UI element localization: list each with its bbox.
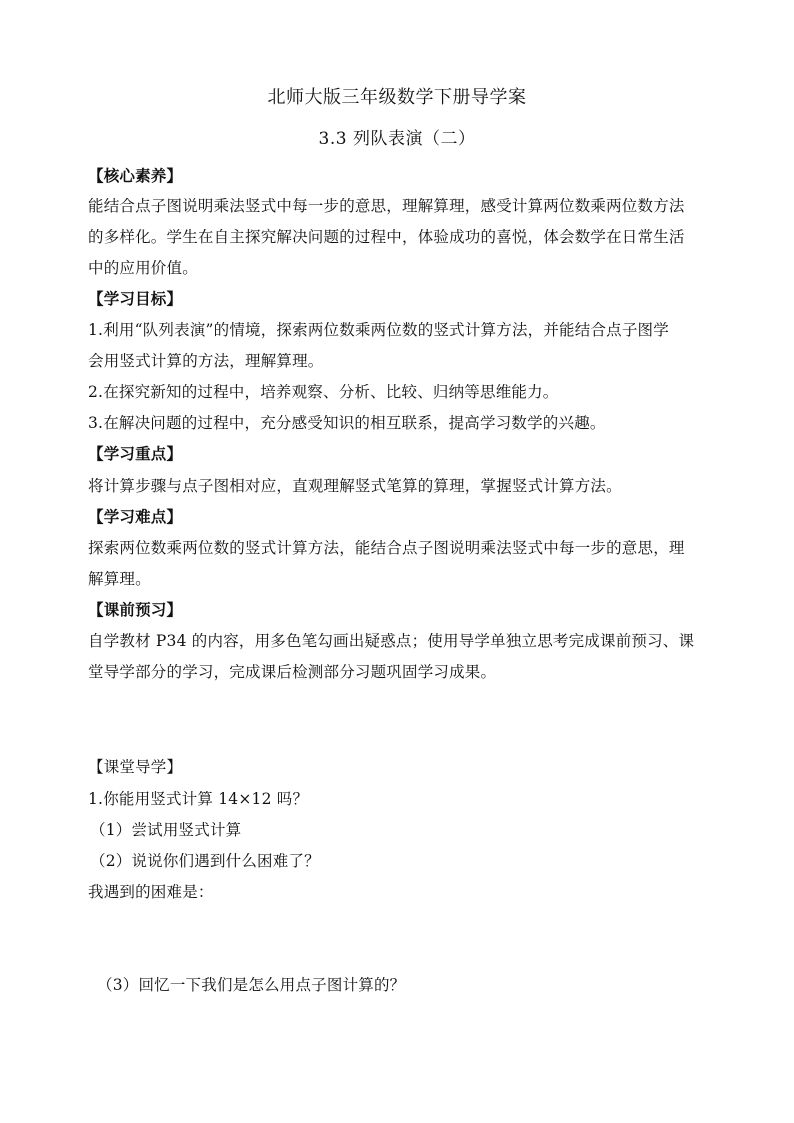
preview-heading: 【课前预习】 bbox=[88, 600, 183, 619]
core-line: 的多样化。学生在自主探究解决问题的过程中，体验成功的喜悦，体会数学在日常生活 bbox=[88, 228, 685, 246]
key-heading: 【学习重点】 bbox=[88, 444, 183, 463]
goals-line: 会用竖式计算的方法，理解算理。 bbox=[88, 352, 324, 370]
goals-line: 3.在解决问题的过程中，充分感受知识的相互联系，提高学习数学的兴趣。 bbox=[88, 414, 606, 432]
difficult-heading: 【学习难点】 bbox=[88, 507, 183, 526]
document-title: 北师大版三年级数学下册导学案 bbox=[267, 87, 527, 108]
core-heading: 【核心素养】 bbox=[88, 166, 183, 185]
goals-line: 2.在探究新知的过程中，培养观察、分析、比较、归纳等思维能力。 bbox=[88, 383, 559, 401]
difficulty-prompt: 我遇到的困难是： bbox=[88, 883, 214, 901]
difficult-line: 探索两位数乘两位数的竖式计算方法，能结合点子图说明乘法竖式中每一步的意思，理 bbox=[88, 539, 685, 557]
goals-heading: 【学习目标】 bbox=[88, 289, 183, 308]
core-line: 能结合点子图说明乘法竖式中每一步的意思，理解算理，感受计算两位数乘两位数方法 bbox=[88, 197, 685, 215]
core-line: 中的应用价值。 bbox=[88, 259, 198, 277]
question-1a: （1）尝试用竖式计算 bbox=[90, 821, 242, 839]
preview-line: 堂导学部分的学习，完成课后检测部分习题巩固学习成果。 bbox=[88, 663, 497, 681]
goals-line: 1.利用“队列表演”的情境，探索两位数乘两位数的竖式计算方法，并能结合点子图学 bbox=[88, 321, 669, 339]
lesson-subtitle: 3.3 列队表演（二） bbox=[318, 129, 476, 149]
preview-line: 自学教材 P34 的内容，用多色笔勾画出疑惑点；使用导学单独立思考完成课前预习、课 bbox=[88, 632, 695, 650]
question-1b: （2）说说你们遇到什么困难了？ bbox=[90, 852, 320, 870]
question-1c: （3）回忆一下我们是怎么用点子图计算的？ bbox=[97, 976, 406, 994]
key-line: 将计算步骤与点子图相对应，直观理解竖式笔算的算理，掌握竖式计算方法。 bbox=[88, 477, 622, 495]
difficult-line: 解算理。 bbox=[88, 570, 151, 588]
guide-heading: 【课堂导学】 bbox=[88, 758, 183, 776]
question-1: 1.你能用竖式计算 14×12 吗？ bbox=[88, 790, 309, 808]
